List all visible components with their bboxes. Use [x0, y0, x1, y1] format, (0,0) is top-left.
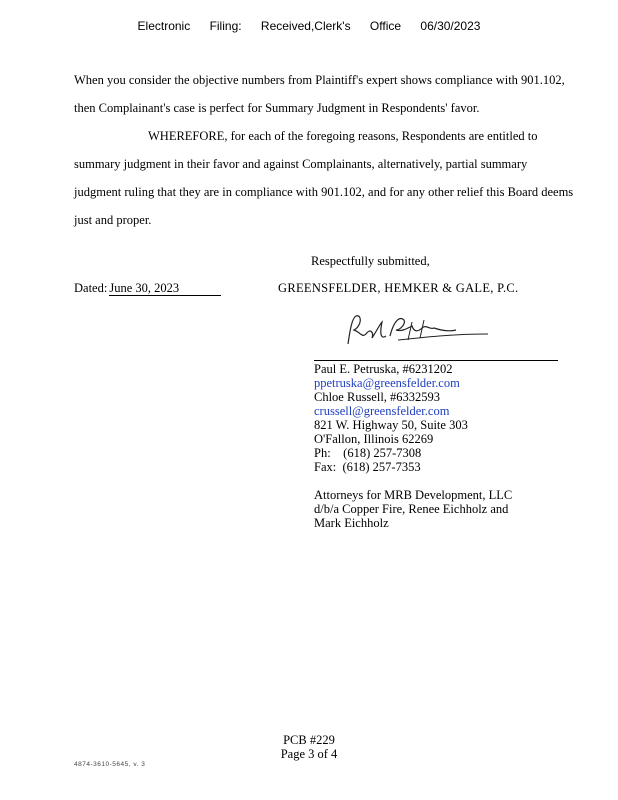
document-id: 4874-3610-5645, v. 3: [74, 761, 146, 768]
attorneys-for-block: [314, 488, 512, 530]
phone-number: Ph: (618) 257-7308: [314, 446, 422, 460]
header-label-received: Received,Clerk's: [260, 19, 351, 33]
attorneys-for-line-2: d/b/a Copper Fire, Renee Eichholz and: [314, 502, 509, 516]
firm-name: GREENSFELDER, HEMKER & GALE, P.C.: [278, 281, 519, 295]
handwritten-signature: [338, 310, 498, 358]
signature-block: [314, 362, 468, 474]
attorneys-for-line-1: Attorneys for MRB Development, LLC: [314, 488, 513, 502]
page-number: Page 3 of 4: [280, 747, 338, 761]
dated-value: June 30, 2023: [109, 282, 221, 296]
case-number: PCB #229: [283, 733, 335, 747]
dated-line: [74, 281, 221, 296]
signature-line: [314, 360, 558, 361]
dated-label: Dated:: [74, 281, 108, 295]
header-label-electronic: Electronic: [137, 19, 191, 33]
filing-stamp-header: [0, 19, 618, 33]
fax-number: Fax: (618) 257-7353: [314, 460, 421, 474]
address-line-2: O'Fallon, Illinois 62269: [314, 432, 434, 446]
body-paragraph-1: When you consider the objective numbers from Plaintiff's expert shows compliance with 901.102, then Complainant's case is perfect for Summary Judgment in Respondents' favor.: [74, 73, 565, 115]
email-link-russell[interactable]: crussell@greensfelder.com: [314, 404, 450, 418]
attorney-name-russell: Chloe Russell, #6332593: [314, 390, 441, 404]
address-line-1: 821 W. Highway 50, Suite 303: [314, 418, 468, 432]
header-date: 06/30/2023: [420, 19, 481, 33]
header-label-filing: Filing:: [209, 19, 242, 33]
email-link-petruska[interactable]: ppetruska@greensfelder.com: [314, 376, 460, 390]
closing-line: Respectfully submitted,: [311, 254, 430, 268]
attorneys-for-line-3: Mark Eichholz: [314, 516, 389, 530]
attorney-name-petruska: Paul E. Petruska, #6231202: [314, 362, 453, 376]
page-footer: [0, 733, 618, 761]
header-label-office: Office: [369, 19, 402, 33]
body-paragraph-wherefore: WHEREFORE, for each of the foregoing reasons, Respondents are entitled to summary judgment in their favor and against Complainants, alternatively, partial summary judgment ruling that they are in compliance with 901.102, and for any other relief this Board deems just and proper.: [74, 129, 574, 227]
